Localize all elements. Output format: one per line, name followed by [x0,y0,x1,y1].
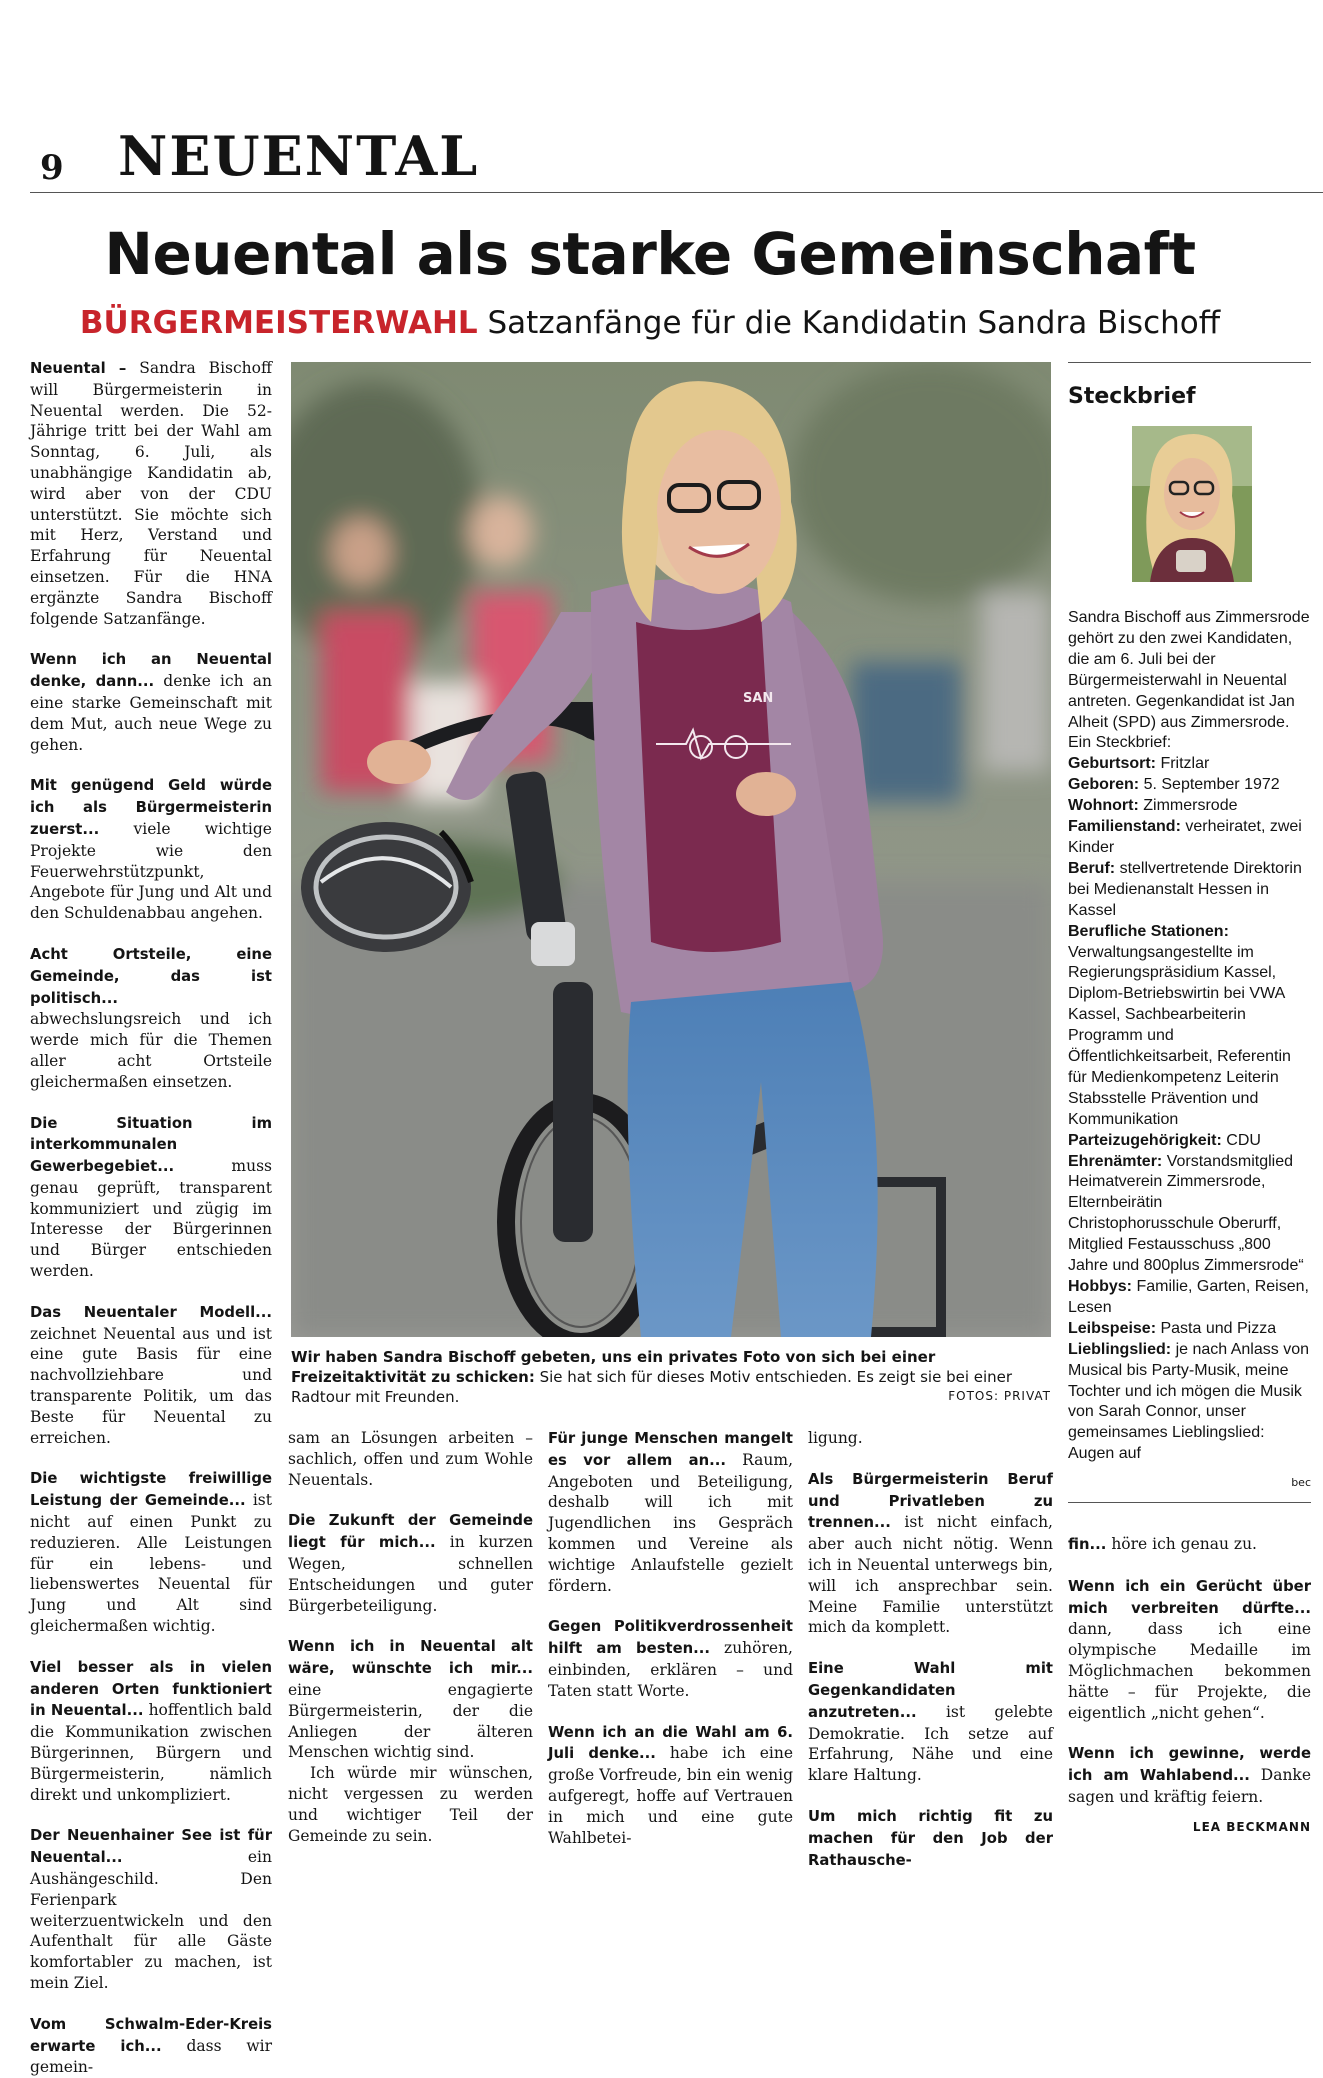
field-value: verheiratet, zwei Kinder [1068,818,1302,856]
section-title: NEUENTAL [118,124,480,188]
answer-paragraph [808,1469,1053,1638]
answer-text: höre ich genau zu. [1111,1535,1257,1553]
prompt-lead: Wenn ich gewinne, werde ich am Wahlabend... [1068,1745,1311,1785]
prompt-lead: Als Bürgermeisterin Beruf und Privatleben zu trennen... [808,1470,1053,1532]
answer-paragraph [1068,1576,1311,1724]
prompt-lead: fin... [1068,1536,1107,1553]
answer-text: Raum, Angeboten und Beteiligung, deshalb will ich mit Jugendlichen ins Gespräch kommen und Vereine als wichtige Anlaufstelle gezielt fördern. [548,1450,793,1595]
prompt-lead: Viel besser als in vielen anderen Orten funktioniert in Neuental... [30,1658,272,1720]
main-photo [291,362,1051,1337]
answer-text: habe ich eine große Vorfreude, bin ein wenig aufgeregt, hoffe auf Vertrauen in mich und eine gute Wahlbetei- [548,1744,794,1847]
prompt-lead: Wenn ich in Neuental alt wäre, wünschte ich mir... [288,1638,533,1678]
prompt-lead: Mit genügend Geld würde ich als Bürgermeisterin zuerst... [30,777,272,838]
profile-field [1068,1152,1311,1277]
answer-paragraph [30,1825,272,1993]
profile-field [1068,859,1311,922]
helmet [301,822,471,952]
answer-text: muss genau geprüft, transparent kommuniziert und zügig im Interesse der Bürgerinnen und Bürger entschieden werden. [30,1157,272,1281]
answer-paragraph [288,1510,533,1616]
prompt-lead: Gegen Politikverdrossenheit hilft am besten... [548,1618,793,1658]
field-value: CDU [1226,1131,1261,1149]
field-label: Ehrenämter: [1068,1152,1163,1170]
prompt-lead: Der Neuenhainer See ist für Neuental... [30,1827,272,1867]
article-column-2 [288,1428,533,1846]
intro-text: Sandra Bischoff will Bürgermeisterin in Neuental werden. Die 52-Jährige tritt bei der Wahl am Sonntag, 6. Juli, als unabhängige Kandidatin ab, wird aber von der CDU unterstützt. Sie möchte sich mit Herz, Verstand und Erfahrung für Neuental einsetzen. Für die HNA ergänzte Sandra Bischoff folgende Satzanfänge. [30,359,272,628]
prompt-lead: Um mich richtig fit zu machen für den Job der Rathausche- [808,1807,1053,1869]
field-value: Familie, Garten, Reisen, Lesen [1068,1278,1309,1316]
field-value: Pasta und Pizza [1160,1319,1277,1337]
answer-text: dann, dass ich eine olympische Medaille im Möglichmachen bekommen hätte – für Projekte, die eigentlich „nicht gehen“. [1068,1620,1311,1722]
answer-paragraph [1068,1743,1311,1807]
portrait-illustration [1132,426,1252,582]
field-label: Hobbys: [1068,1278,1132,1295]
caption-lead: Wir haben Sandra Bischoff gebeten, uns ein privates Foto von sich bei einer Freizeitaktivität zu schicken: [291,1348,936,1386]
caption-text: Sie hat sich für dieses Motiv entschieden. Es zeigt sie bei einer Radtour mit Freunden. [291,1368,1013,1406]
sidebar-title: Steckbrief [1068,384,1196,409]
prompt-lead: Für junge Menschen mangelt es vor allem an... [548,1430,793,1469]
field-value: 5. September 1972 [1143,776,1280,794]
prompt-lead: Wenn ich ein Gerücht über mich verbreiten dürfte... [1068,1577,1311,1617]
prompt-lead: Vom Schwalm-Eder-Kreis erwarte ich... [30,2015,272,2055]
answer-paragraph [1068,1534,1311,1556]
subline-text: Satzanfänge für die Kandidatin Sandra Bischoff [487,305,1221,341]
shirt-text: SAN [743,691,774,706]
field-value: je nach Anlass von Musical bis Party-Musik, meine Tochter und ich mögen die Musik von Sarah Connor, unser gemeinsames Lieblingslied: Augen auf [1068,1340,1309,1463]
prompt-lead: Acht Ortsteile, eine Gemeinde, das ist politisch... [30,945,272,1007]
answer-continuation: sam an Lösungen arbeiten – sachlich, offen und zum Wohle Neuentals. [288,1429,533,1489]
profile-field [1068,796,1311,817]
profile-field [1068,1277,1311,1319]
answer-paragraph [30,1468,272,1636]
field-label: Geburtsort: [1068,755,1156,773]
subline-kicker: BÜRGERMEISTERWAHL [79,305,478,341]
answer-paragraph [288,1636,533,1763]
field-label: Lieblingslied: [1068,1340,1172,1358]
field-label: Geboren: [1068,776,1140,794]
answer-text: ein Aushängeschild. Den Ferienpark weiterzuentwickeln und den Aufenthalt für alle Gäste komfortabler zu machen, ist mein Ziel. [30,1848,272,1992]
profile-field [1068,775,1311,796]
prompt-lead: Das Neuentaler Modell... [30,1303,272,1321]
article-column-3 [548,1428,793,1848]
field-label: Leibspeise: [1068,1319,1157,1337]
answer-paragraph [30,2014,272,2078]
article-column-1 [30,358,272,2078]
field-label: Parteizugehörigkeit: [1068,1131,1222,1149]
answer-paragraph [808,1658,1053,1786]
answer-paragraph [30,775,272,924]
profile-field [1068,817,1311,859]
answer-paragraph [808,1806,1053,1871]
answer-paragraph [30,1657,272,1806]
field-label: Beruf: [1068,859,1116,877]
dateline: Neuental – [30,360,127,377]
answer-text: abwechslungsreich und ich werde mich für die Themen aller acht Ortsteile gleichermaßen einsetzen. [30,1010,272,1091]
profile-field [1068,754,1311,775]
prompt-lead: Die wichtigste freiwillige Leistung der Gemeinde... [30,1470,272,1510]
sidebar-intro-2: Ein Steckbrief: [1068,734,1172,752]
answer-text: ist nicht einfach, aber auch nicht nötig. Wenn ich in Neuental unterwegs bin, will ich ansprechbar sein. Meine Familie unterstützt mich da komplett. [808,1513,1053,1637]
photo-credit: FOTOS: PRIVAT [948,1389,1051,1403]
field-label: Familienstand: [1068,818,1181,836]
profile-field [1068,1131,1311,1152]
prompt-lead: Wenn ich an Neuental denke, dann... [30,651,272,691]
page-number: 9 [40,148,64,188]
article-column-5 [1068,1534,1311,1808]
answer-text: viele wichtige Projekte wie den Feuerwehrstützpunkt, Angebote für Jung und Alt und den Schuldenabbau angehen. [30,819,272,923]
sidebar-rule [1068,362,1311,363]
answer-paragraph [30,1302,272,1449]
sidebar-author: bec [1291,1476,1311,1489]
sidebar-rule-bottom [1068,1502,1311,1503]
page-header [30,118,1323,193]
article-subline [0,305,1300,341]
field-value: Fritzlar [1160,755,1210,773]
answer-text: Danke sagen und kräftig feiern. [1068,1766,1311,1806]
answer-paragraph [548,1428,793,1596]
answer-text: denke ich an eine starke Gemeinschaft mit dem Mut, auch neue Wege zu gehen. [30,672,273,754]
article-headline: Neuental als starke Gemeinschaft [104,220,1196,288]
answer-paragraph [30,944,272,1093]
sidebar-intro: Sandra Bischoff aus Zimmersrode gehört zu den zwei Kandidaten, die am 6. Juli bei der Bürgermeisterwahl in Neuental antreten. Gegenkandidat ist Jan Alheit (SPD) aus Zimmersrode. [1068,609,1310,731]
answer-text: dass wir gemein- [30,2036,272,2077]
article-column-4 [808,1428,1053,1871]
answer-extra: Ich würde mir wünschen, nicht vergessen zu werden und wichtiger Teil der Gemeinde zu sein. [288,1764,533,1845]
candidate-portrait [1132,426,1252,582]
sidebar-body [1068,608,1311,1465]
prompt-lead: Die Zukunft der Gemeinde liegt für mich... [288,1512,533,1552]
article-author: LEA BECKMANN [1192,1820,1311,1834]
intro-paragraph [30,358,272,629]
cyclist-photo-illustration [291,362,1051,1337]
answer-text: zeichnet Neuental aus und ist eine gute Basis für eine nachvollziehbare und transparente Politik, um das Beste für Neuental zu erreichen. [30,1324,272,1447]
answer-paragraph [30,649,272,755]
answer-text: in kurzen Wegen, schnellen Entscheidungen und guter Bürgerbeteiligung. [288,1533,533,1615]
answer-text: ist gelebte Demokratie. Ich setze auf Erfahrung, Nähe und eine klare Haltung. [808,1702,1053,1785]
field-label: Berufliche Stationen: [1068,922,1229,940]
field-value: Verwaltungsangestellte im Regierungspräsidium Kassel, Diplom-Betriebswirtin bei VWA Kassel, Sachbearbeiterin Programm und Öffentlichkeitsarbeit, Referentin für Medienkompetenz Leiterin Stabsstelle Prävention und Kommunikation [1068,943,1291,1128]
answer-continuation: ligung. [808,1429,863,1447]
profile-field [1068,922,1311,1131]
answer-paragraph [548,1722,793,1849]
prompt-lead: Eine Wahl mit Gegenkandidaten anzutreten... [808,1660,1053,1721]
prompt-lead: Die Situation im interkommunalen Gewerbegebiet... [30,1114,272,1176]
answer-paragraph [548,1616,793,1701]
answer-paragraph [30,1113,272,1282]
profile-field [1068,1340,1311,1465]
answer-text: ist nicht auf einen Punkt zu reduzieren. Alle Leistungen für ein lebens- und liebenswertes Neuental für Jung und Alt sind gleichermaßen wichtig. [30,1491,272,1636]
answer-text: eine engagierte Bürgermeisterin, der die Anliegen der älteren Menschen wichtig sind. [288,1680,533,1762]
answer-text: hoffentlich bald die Kommunikation zwischen Bürgerinnen, Bürgern und Bürgermeisterin, nämlich direkt und unkompliziert. [30,1701,272,1804]
prompt-lead: Wenn ich an die Wahl am 6. Juli denke... [548,1723,793,1763]
field-label: Wohnort: [1068,797,1139,815]
field-value: stellvertretende Direktorin bei Medienanstalt Hessen in Kassel [1068,859,1302,919]
answer-text: zuhören, einbinden, erklären – und Taten statt Worte. [548,1639,793,1700]
field-value: Zimmersrode [1143,797,1238,815]
field-value: Vorstandsmitglied Heimatverein Zimmersrode, Elternbeirätin Christophorusschule Oberurff, Mitglied Festausschuss „800 Jahre und 800plus Zimmersrode“ [1068,1152,1304,1275]
profile-field [1068,1319,1311,1340]
